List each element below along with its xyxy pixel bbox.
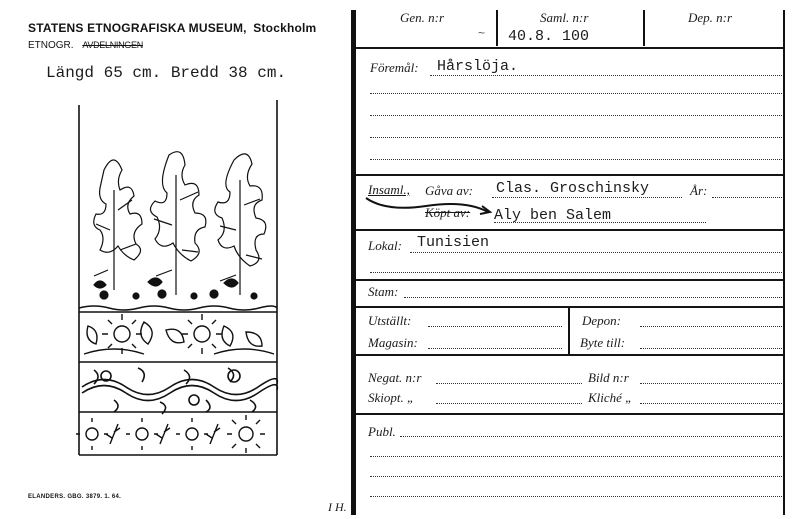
kopt-value: Aly ben Salem — [494, 207, 612, 224]
stam-line — [404, 297, 782, 298]
utstallt-label: Utställt: — [368, 313, 412, 328]
byte-line — [640, 348, 782, 349]
magasin-label: Magasin: — [368, 335, 418, 350]
negat-rule — [356, 413, 784, 415]
negat-label: Negat. n:r — [368, 370, 422, 385]
publ-line-4 — [370, 496, 782, 497]
lokal-line-2 — [370, 272, 782, 273]
header-rule — [356, 47, 784, 49]
kliche-line — [640, 403, 782, 404]
gava-value: Clas. Groschinsky — [496, 180, 650, 197]
negat-line — [436, 383, 582, 384]
dep-label: Dep. n:r — [688, 10, 733, 25]
foremal-line-5 — [370, 159, 782, 160]
insaml-rule — [356, 229, 784, 231]
lokal-rule — [356, 279, 784, 281]
etnogr-struck: AVDELNINGEN — [82, 40, 143, 50]
header-divider-1 — [496, 10, 498, 46]
museum-header — [28, 21, 316, 35]
depon-line — [640, 326, 782, 327]
foremal-line-4 — [370, 137, 782, 138]
gen-label: Gen. n:r — [400, 10, 445, 25]
foremal-value: Hårslöja. — [437, 58, 519, 75]
gen-mark: ~ — [478, 26, 486, 40]
margin-mark: I H. — [328, 500, 347, 514]
publ-label: Publ. — [368, 424, 396, 439]
kopt-line — [494, 222, 706, 223]
foremal-line — [430, 75, 782, 76]
saml-label: Saml. n:r — [540, 10, 589, 25]
saml-value: 40.8. 100 — [508, 28, 590, 45]
header-divider-2 — [643, 10, 645, 46]
depon-label: Depon: — [582, 313, 621, 328]
lokal-line — [410, 252, 782, 253]
utstallt-divider — [568, 308, 570, 354]
kopt-struck: Köpt av: — [425, 205, 471, 220]
card-right-border — [783, 10, 785, 515]
foremal-line-3 — [370, 115, 782, 116]
kliche-label: Kliché „ — [588, 390, 633, 405]
printer-footer: ELANDERS. GBG. 3879. 1. 64. — [28, 494, 122, 500]
veil-drawing — [74, 100, 284, 462]
etnogr-label: ETNOGR. — [28, 40, 74, 51]
foremal-label: Föremål: — [370, 60, 419, 75]
foremal-line-2 — [370, 93, 782, 94]
measurements: Längd 65 cm. Bredd 38 cm. — [46, 64, 287, 82]
byte-label: Byte till: — [580, 335, 626, 350]
stam-label: Stam: — [368, 284, 399, 299]
stam-rule — [356, 306, 784, 308]
etnogr-line — [28, 40, 143, 51]
ar-label: År: — [690, 183, 708, 198]
utstallt-rule — [356, 354, 784, 356]
card-divider — [351, 10, 356, 515]
ar-line — [712, 197, 782, 198]
utstallt-line — [428, 326, 562, 327]
gava-label: Gåva av: — [425, 183, 474, 198]
gava-line — [492, 197, 682, 198]
magasin-line — [428, 348, 562, 349]
skiopt-line — [436, 403, 582, 404]
lokal-label: Lokal: — [368, 238, 402, 253]
insaml-label: Insaml., — [368, 182, 410, 197]
bild-label: Bild n:r — [588, 370, 629, 385]
skiopt-label: Skiopt. „ — [368, 390, 415, 405]
publ-line — [400, 436, 782, 437]
lokal-value: Tunisien — [417, 234, 490, 251]
bild-line — [640, 383, 782, 384]
foremal-rule — [356, 174, 784, 176]
publ-line-3 — [370, 476, 782, 477]
museum-city: Stockholm — [253, 21, 317, 35]
museum-name: STATENS ETNOGRAFISKA MUSEUM, — [28, 21, 247, 35]
publ-line-2 — [370, 456, 782, 457]
